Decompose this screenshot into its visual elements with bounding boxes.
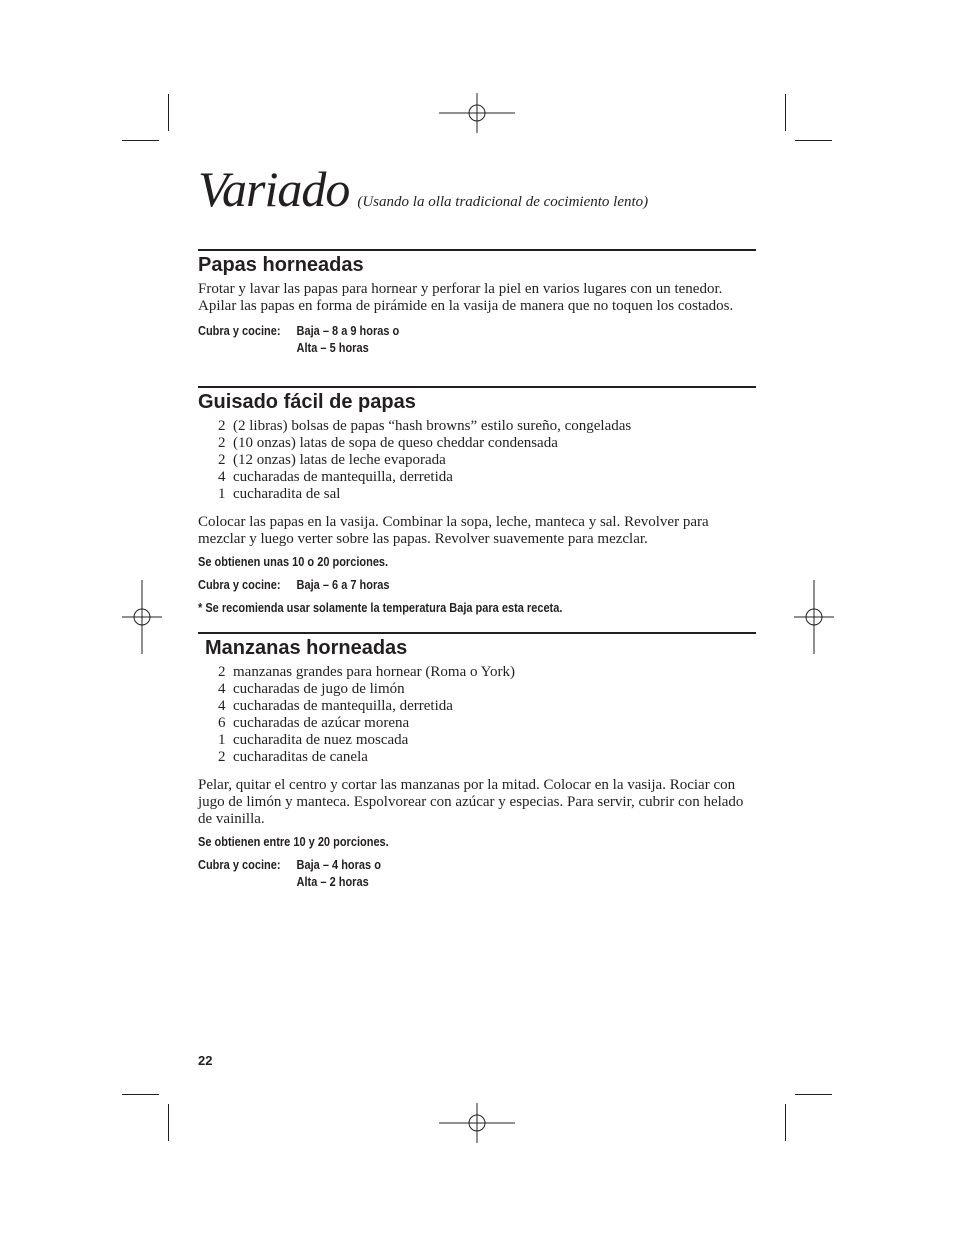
recipe-heading: Papas horneadas	[198, 254, 364, 276]
crop-mark	[168, 94, 169, 131]
cook-low: Baja – 4 horas o	[296, 858, 381, 872]
crop-mark	[795, 140, 832, 141]
ingredient-item: 2 manzanas grandes para hornear (Roma o York)	[218, 664, 515, 680]
page-title: Variado	[198, 161, 350, 217]
cook-high: Alta – 5 horas	[296, 341, 369, 355]
registration-mark-icon	[439, 93, 515, 133]
crop-mark	[795, 1094, 832, 1095]
ingredient-item: 1 cucharadita de sal	[218, 486, 341, 502]
ingredient-item: 2 (2 libras) bolsas de papas “hash browns” estilo sureño, congeladas	[218, 418, 632, 434]
recipe-manzanas-horneadas	[198, 632, 756, 891]
ingredient-item: 4 cucharadas de jugo de limón	[218, 681, 405, 697]
crop-mark	[785, 94, 786, 131]
registration-mark-icon	[439, 1103, 515, 1143]
page-number: 22	[198, 1053, 213, 1068]
crop-mark	[785, 1104, 786, 1141]
ingredient-item: 2 (10 onzas) latas de sopa de queso cheddar condensada	[218, 435, 558, 451]
recipe-yield: Se obtienen unas 10 o 20 porciones.	[198, 555, 389, 569]
registration-mark-icon	[122, 580, 162, 654]
cook-instructions	[198, 857, 689, 891]
cook-instructions	[198, 577, 689, 594]
recipe-instructions: Frotar y lavar las papas para hornear y perforar la piel en varios lugares con un tenedor. Apilar las papas en forma de pirámide en la vasija de manera que no toquen los costados.	[198, 281, 734, 314]
ingredient-list	[198, 664, 756, 766]
cook-instructions	[198, 323, 689, 357]
crop-mark	[168, 1104, 169, 1141]
ingredient-item: 2 (12 onzas) latas de leche evaporada	[218, 452, 446, 468]
cook-label: Cubra y cocine:	[198, 324, 281, 338]
recipe-heading: Manzanas horneadas	[205, 637, 408, 659]
page-subtitle: (Usando la olla tradicional de cocimiento lento)	[357, 194, 649, 210]
cook-low: Baja – 6 a 7 horas	[296, 578, 390, 592]
recipe-papas-horneadas	[198, 249, 756, 357]
section-rule	[198, 632, 756, 634]
recipe-heading: Guisado fácil de papas	[198, 391, 416, 413]
recipe-instructions: Pelar, quitar el centro y cortar las manzanas por la mitad. Colocar en la vasija. Rociar con jugo de limón y manteca. Espolvorear con azúcar y especias. Para servir, cubrir con helado de vainilla.	[198, 777, 744, 827]
recipe-yield: Se obtienen entre 10 y 20 porciones.	[198, 835, 389, 849]
ingredient-item: 4 cucharadas de mantequilla, derretida	[218, 698, 453, 714]
section-rule	[198, 249, 756, 251]
recipe-guisado-facil-de-papas	[198, 386, 756, 617]
recipe-note: * Se recomienda usar solamente la temperatura Baja para esta receta.	[198, 601, 563, 615]
cook-label: Cubra y cocine:	[198, 578, 281, 592]
crop-mark	[122, 1094, 159, 1095]
ingredient-list	[198, 418, 756, 503]
crop-mark	[122, 140, 159, 141]
ingredient-item: 6 cucharadas de azúcar morena	[218, 715, 410, 731]
cook-label: Cubra y cocine:	[198, 858, 281, 872]
ingredient-item: 4 cucharadas de mantequilla, derretida	[218, 469, 453, 485]
cook-high: Alta – 2 horas	[296, 875, 369, 889]
recipe-instructions: Colocar las papas en la vasija. Combinar la sopa, leche, manteca y sal. Revolver para mezclar y luego verter sobre las papas. Revolver suavemente para mezclar.	[198, 514, 709, 547]
page-header	[198, 160, 648, 218]
section-rule	[198, 386, 756, 388]
registration-mark-icon	[794, 580, 834, 654]
ingredient-item: 1 cucharadita de nuez moscada	[218, 732, 409, 748]
cook-low: Baja – 8 a 9 horas o	[296, 324, 400, 338]
ingredient-item: 2 cucharaditas de canela	[218, 749, 368, 765]
